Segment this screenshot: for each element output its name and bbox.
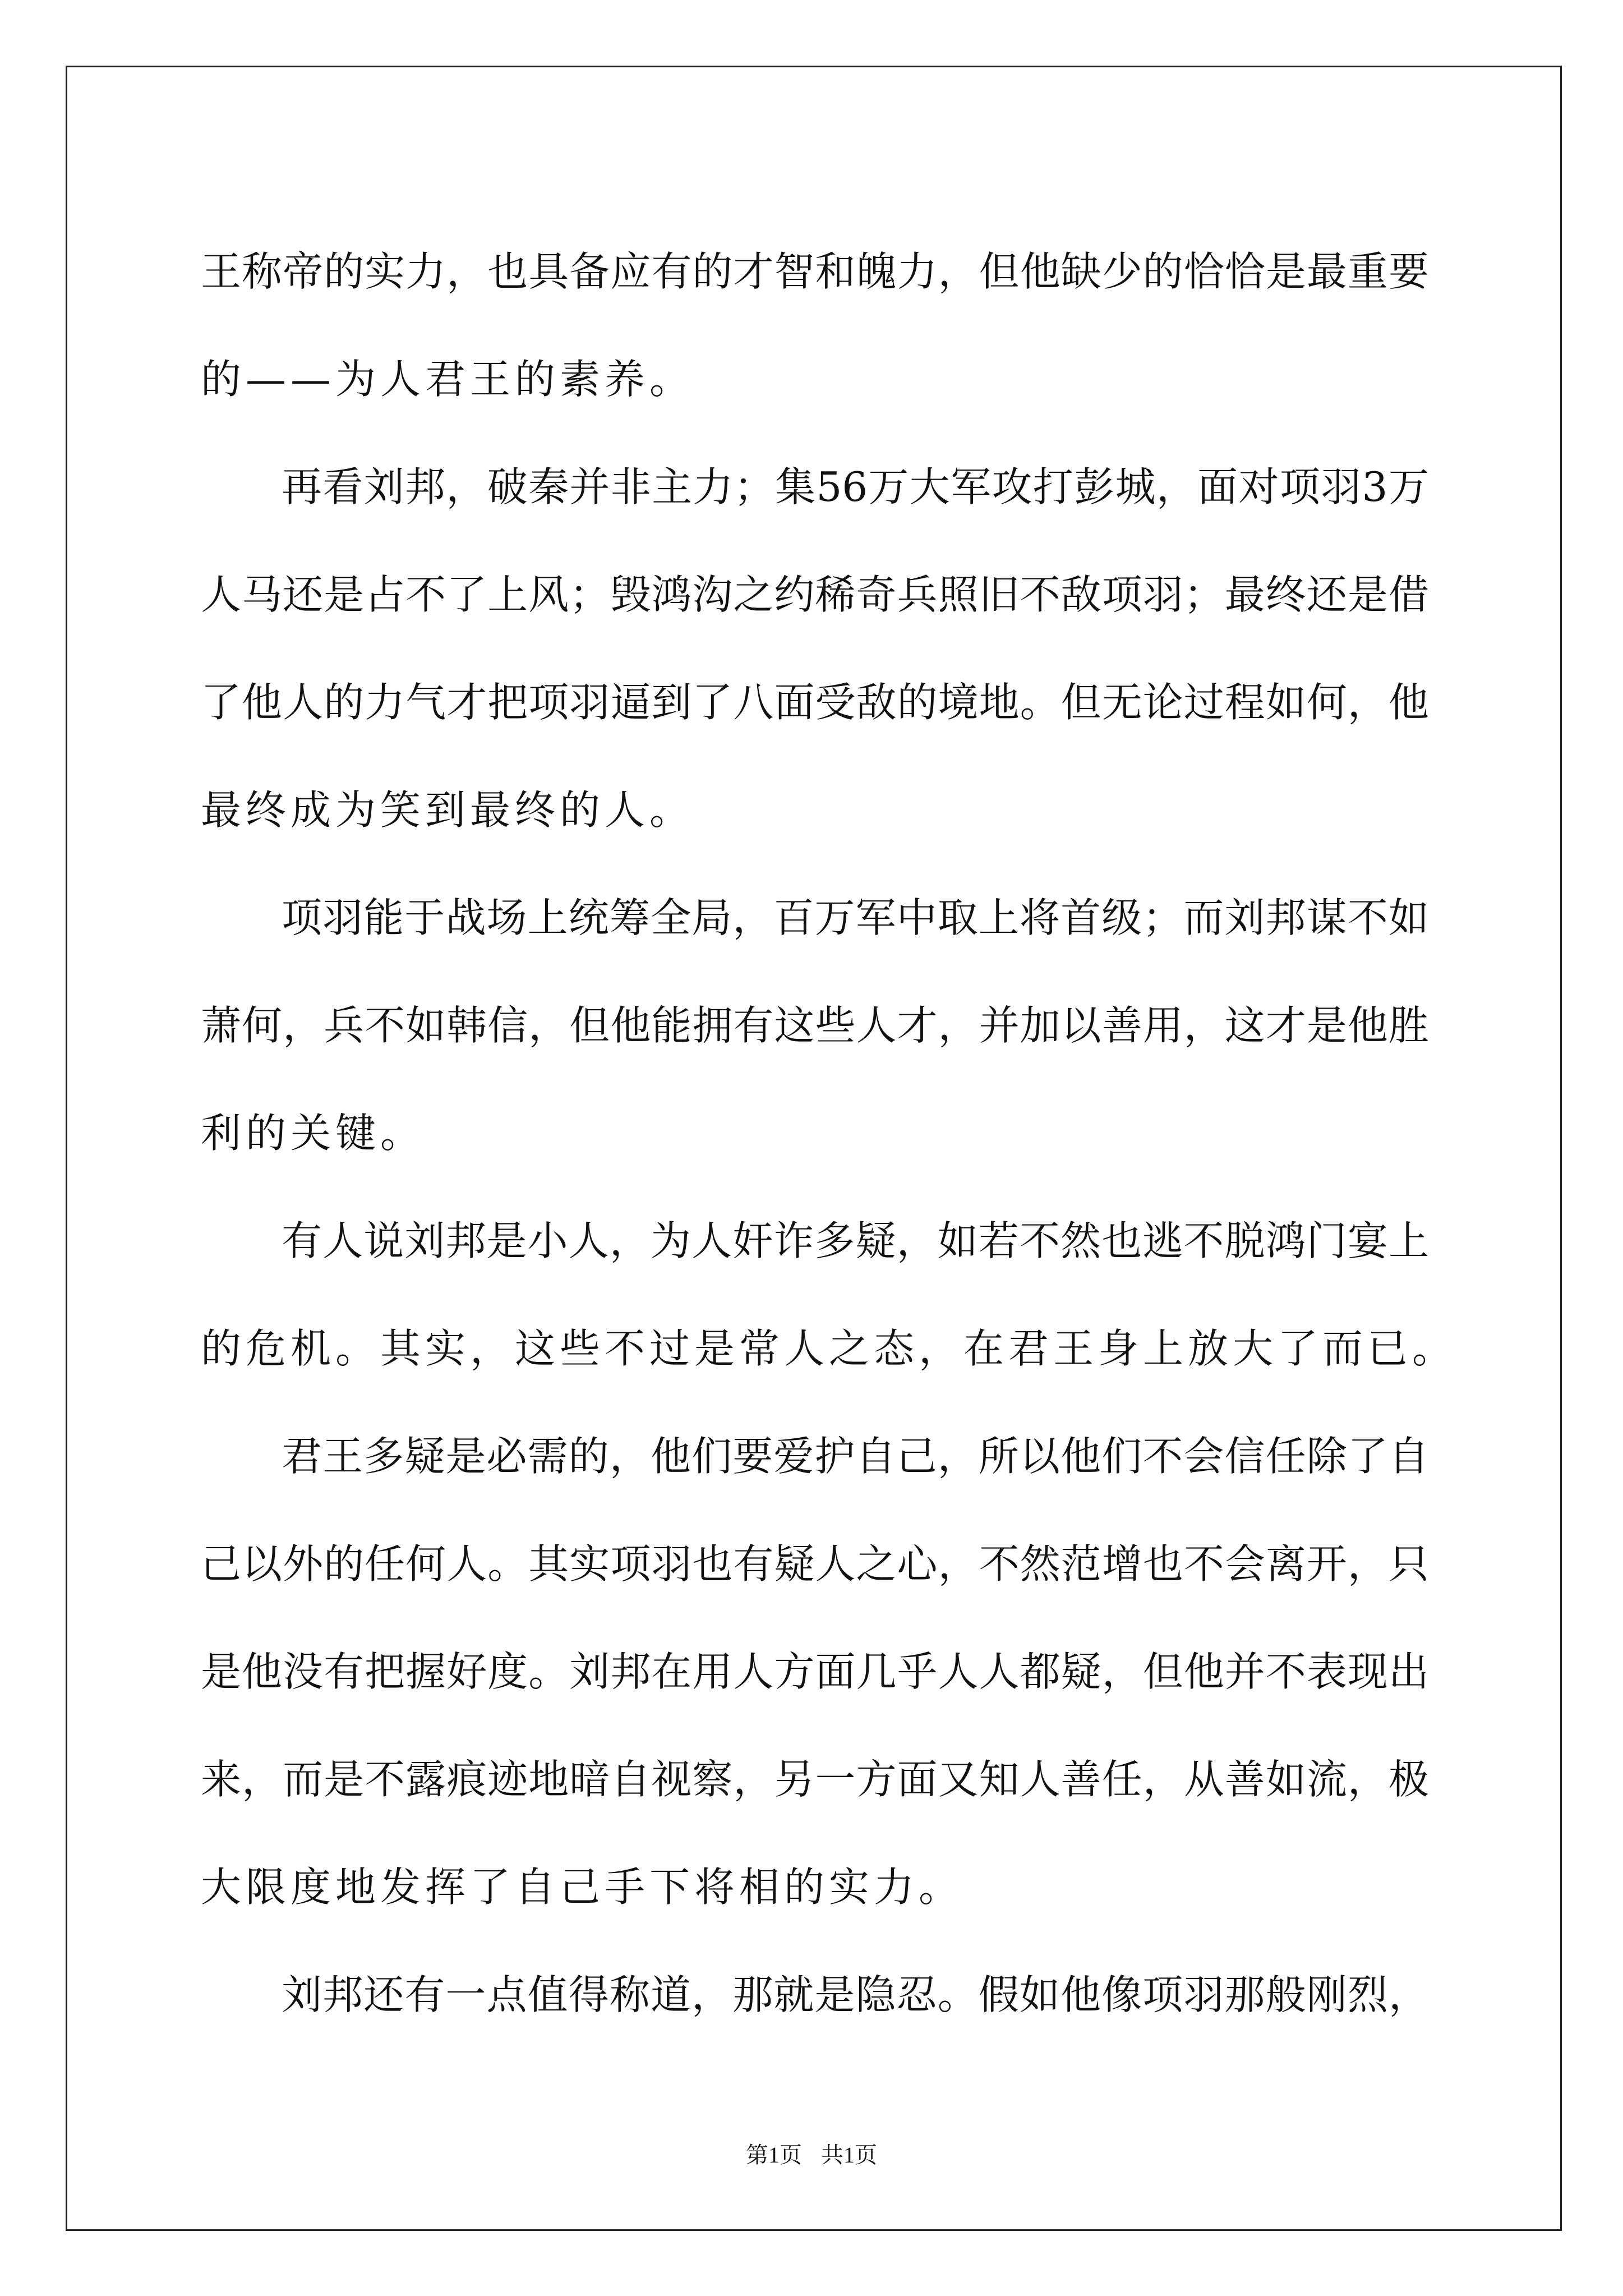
text-line: 最终成为笑到最终的人。 [201,786,695,834]
paragraph-first-line: 再 看 刘 邦 ， 破 秦 并 非 主 力 ； 集 56 万 大 军 攻 打 彭 城 ， 面 对 项 羽 3 万 [282,463,1429,510]
page-total: 共1页 [821,2142,877,2168]
text-line: 了 他 人 的 力 气 才 把 项 羽 逼 到 了 八 面 受 敌 的 境 地 。 但 无 论 过 程 如 何 ， 他 [201,679,1429,726]
text-line: 的——为人君王的素养。 [201,356,695,403]
paragraph-first-line: 项 羽 能 于 战 场 上 统 筹 全 局 ， 百 万 军 中 取 上 将 首 级 ； 而 刘 邦 谋 不 如 [282,894,1429,941]
paragraph-first-line: 刘 邦 还 有 一 点 值 得 称 道 ， 那 就 是 隐 忍 。 假 如 他 像 项 羽 那 般 刚 烈 ， [282,1971,1429,2018]
page-number: 第1页 [746,2142,802,2168]
text-line: 是 他 没 有 把 握 好 度 。 刘 邦 在 用 人 方 面 几 乎 人 人 都 疑 ， 但 他 并 不 表 现 出 [201,1648,1429,1695]
text-line: 萧 何 ， 兵 不 如 韩 信 ， 但 他 能 拥 有 这 些 人 才 ， 并 加 以 善 用 ， 这 才 是 他 胜 [201,1002,1429,1049]
text-line: 利的关键。 [201,1110,426,1157]
paragraph-first-line: 有 人 说 刘 邦 是 小 人 ， 为 人 奸 诈 多 疑 ， 如 若 不 然 也 逃 不 脱 鸿 门 宴 上 [282,1217,1429,1264]
page-footer [0,2137,1623,2169]
paragraph-first-line: 君 王 多 疑 是 必 需 的 ， 他 们 要 爱 护 自 己 ， 所 以 他 们 不 会 信 任 除 了 自 [282,1433,1429,1480]
text-line: 王 称 帝 的 实 力 ， 也 具 备 应 有 的 才 智 和 魄 力 ， 但 他 缺 少 的 恰 恰 是 最 重 要 [201,248,1429,295]
text-line: 人 马 还 是 占 不 了 上 风 ； 毁 鸿 沟 之 约 稀 奇 兵 照 旧 不 敌 项 羽 ； 最 终 还 是 借 [201,571,1429,618]
document-body [201,218,1458,2049]
text-line: 大限度地发挥了自己手下将相的实力。 [201,1864,964,1911]
text-line: 来 ， 而 是 不 露 痕 迹 地 暗 自 视 察 ， 另 一 方 面 又 知 人 善 任 ， 从 善 如 流 ， 极 [201,1756,1429,1803]
text-line: 己 以 外 的 任 何 人 。 其 实 项 羽 也 有 疑 人 之 心 ， 不 然 范 增 也 不 会 离 开 ， 只 [201,1540,1429,1588]
text-line: 的危机。其实，这些不过是常人之态，在君王身上放大了而已。 [201,1325,1458,1372]
